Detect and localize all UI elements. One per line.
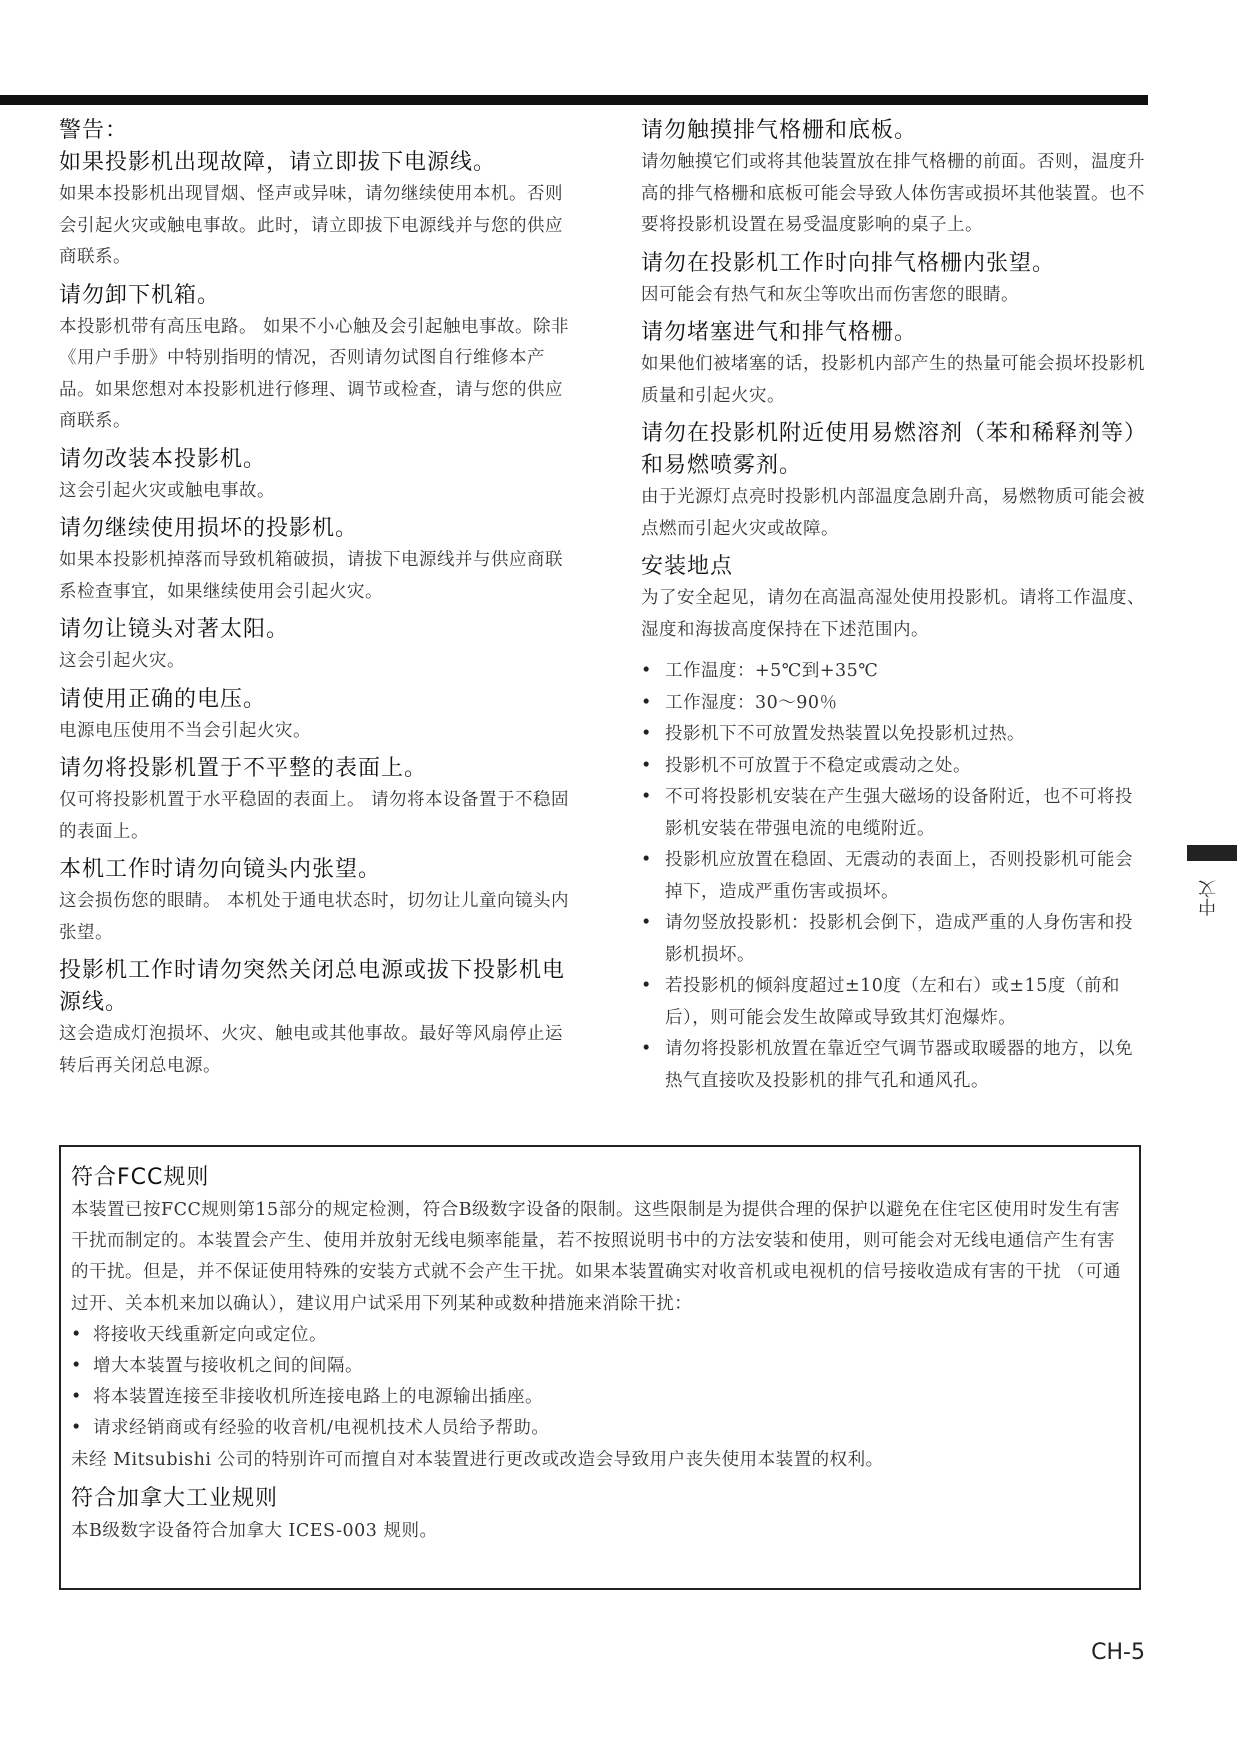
section-body: 这会引起火灾或触电事故。 (59, 480, 275, 501)
left-section (59, 444, 574, 508)
section-body: 这会引起火灾。 (59, 651, 185, 671)
section-body: 如果本投影机掉落而导致机箱破损，请拔下电源线并与供应商联系检查事宜，如果继续使用会引起火灾。 (59, 550, 563, 602)
section-body: 因可能会有热气和灰尘等吹出而伤害您的眼睛。 (641, 284, 1019, 305)
section-body: 由于光源灯点亮时投影机内部温度急剧升高，易燃物质可能会被点燃而引起火灾或故障。 (641, 487, 1145, 539)
section-heading: 请勿在投影机工作时向排气格栅内张望。 (641, 250, 1056, 276)
section-heading: 本机工作时请勿向镜头内张望。 (59, 857, 382, 882)
left-section (59, 280, 574, 438)
list-item: • 投影机不可放置于不稳定或震动之处。 (641, 751, 1147, 783)
fcc-note: 未经 Mitsubishi 公司的特别许可而擅自对本装置进行更改或改造会导致用户丧失使用本装置的权利。 (71, 1449, 884, 1470)
section-heading: 如果投影机出现故障，请立即拔下电源线。 (59, 150, 497, 175)
left-section (59, 684, 574, 748)
warning-label: 警告： (59, 118, 129, 143)
list-item: • 工作温度：+5℃到+35℃ (641, 656, 1147, 688)
fcc-heading: 符合FCC规则 (71, 1165, 210, 1190)
install-section (641, 551, 1147, 1097)
right-section (641, 115, 1147, 242)
canada-heading: 符合加拿大工业规则 (71, 1485, 279, 1511)
left-section (59, 614, 574, 678)
page-number: CH-5 (1091, 1640, 1145, 1665)
section-body: 请勿触摸它们或将其他装置放在排气格栅的前面。否则，温度升高的排气格栅和底板可能会导致人体伤害或损坏其他装置。也不要将投影机设置在易受温度影响的桌子上。 (641, 152, 1145, 235)
list-item: • 若投影机的倾斜度超过±10度（左和右）或±15度（前和后），则可能会发生故障或导致其灯泡爆炸。 (641, 971, 1147, 1034)
install-body: 为了安全起见，请勿在高温高湿处使用投影机。请将工作温度、湿度和海拔高度保持在下述范围内。 (641, 588, 1145, 640)
install-bullets (641, 656, 1147, 1097)
fcc-body: 本装置已按FCC规则第15部分的规定检测，符合B级数字设备的限制。这些限制是为提供合理的保护以避免在住宅区使用时发生有害干扰而制定的。本装置会产生、使用并放射无线电频率能量，若不按照说明书中的方法安装和使用，则可能会对无线电通信产生有害的干扰。但是，并不保证使用特殊的安装方式就不会产生干扰。如果本装置确实对收音机或电视机的信号接收造成有害的干扰 （可通过开、关本机来加以确认），建议用户试采用下列某种或数种措施来消除干扰： (71, 1200, 1122, 1314)
list-item: • 不可将投影机安装在产生强大磁场的设备附近，也不可将投影机安装在带强电流的电缆附近。 (641, 782, 1147, 845)
right-column (641, 115, 1147, 1103)
section-body: 如果他们被堵塞的话，投影机内部产生的热量可能会损坏投影机质量和引起火灾。 (641, 354, 1145, 406)
canada-body: 本B级数字设备符合加拿大 ICES-003 规则。 (71, 1520, 438, 1541)
section-heading: 请勿在投影机附近使用易燃溶剂（苯和稀释剂等）和易燃喷雾剂。 (641, 421, 1148, 478)
section-body: 如果本投影机出现冒烟、怪声或异味，请勿继续使用本机。否则会引起火灾或触电事故。此时，请立即拔下电源线并与您的供应商联系。 (59, 184, 563, 267)
section-heading: 请勿卸下机箱。 (59, 282, 221, 308)
list-item: • 将本装置连接至非接收机所连接电路上的电源输出插座。 (71, 1382, 1129, 1413)
right-section (641, 418, 1147, 545)
right-section (641, 248, 1147, 312)
list-item: • 将接收天线重新定向或定位。 (71, 1320, 1129, 1351)
left-section (59, 955, 574, 1082)
list-item: • 增大本装置与接收机之间的间隔。 (71, 1351, 1129, 1382)
list-item: • 工作湿度：30～90％ (641, 688, 1147, 720)
section-body: 这会造成灯泡损坏、火灾、触电或其他事故。最好等风扇停止运转后再关闭总电源。 (59, 1024, 563, 1076)
language-tab (1187, 845, 1237, 861)
list-item: • 投影机应放置在稳固、无震动的表面上，否则投影机可能会掉下，造成严重伤害或损坏。 (641, 845, 1147, 908)
section-heading: 请使用正确的电压。 (59, 686, 267, 712)
section-heading: 请勿将投影机置于不平整的表面上。 (59, 756, 428, 781)
list-item: • 请求经销商或有经验的收音机/电视机技术人员给予帮助。 (71, 1413, 1129, 1444)
list-item: • 请勿竖放投影机：投影机会倒下，造成严重的人身伤害和投影机损坏。 (641, 908, 1147, 971)
section-heading: 请勿让镜头对著太阳。 (59, 617, 290, 642)
left-section (59, 753, 574, 848)
section-heading: 请勿继续使用损坏的投影机。 (59, 516, 359, 541)
section-heading: 请勿触摸排气格栅和底板。 (641, 118, 918, 143)
top-rule (0, 95, 1148, 105)
section-heading: 请勿改装本投影机。 (59, 446, 267, 472)
fcc-box (59, 1145, 1141, 1590)
language-label: 中文 (1198, 880, 1219, 916)
list-item: • 投影机下不可放置发热装置以免投影机过热。 (641, 719, 1147, 751)
section-body: 这会损伤您的眼睛。 本机处于通电状态时，切勿让儿童向镜头内张望。 (59, 891, 570, 943)
fcc-bullets (71, 1320, 1129, 1445)
section-body: 仅可将投影机置于水平稳固的表面上。 请勿将本设备置于不稳固的表面上。 (59, 790, 570, 842)
section-heading: 请勿堵塞进气和排气格栅。 (641, 320, 918, 345)
install-heading: 安装地点 (641, 554, 734, 579)
left-section (59, 854, 574, 949)
left-column (59, 115, 574, 1088)
list-item: • 请勿将投影机放置在靠近空气调节器或取暖器的地方，以免热气直接吹及投影机的排气孔和通风孔。 (641, 1034, 1147, 1097)
section-body: 电源电压使用不当会引起火灾。 (59, 720, 311, 741)
section-heading: 投影机工作时请勿突然关闭总电源或拔下投影机电源线。 (59, 958, 566, 1015)
right-section (641, 317, 1147, 412)
left-section (59, 513, 574, 608)
left-section (59, 147, 574, 274)
section-body: 本投影机带有高压电路。 如果不小心触及会引起触电事故。除非《用户手册》中特别指明的情况，否则请勿试图自行维修本产品。如果您想对本投影机进行修理、调节或检查，请与您的供应商联系。 (59, 316, 570, 431)
